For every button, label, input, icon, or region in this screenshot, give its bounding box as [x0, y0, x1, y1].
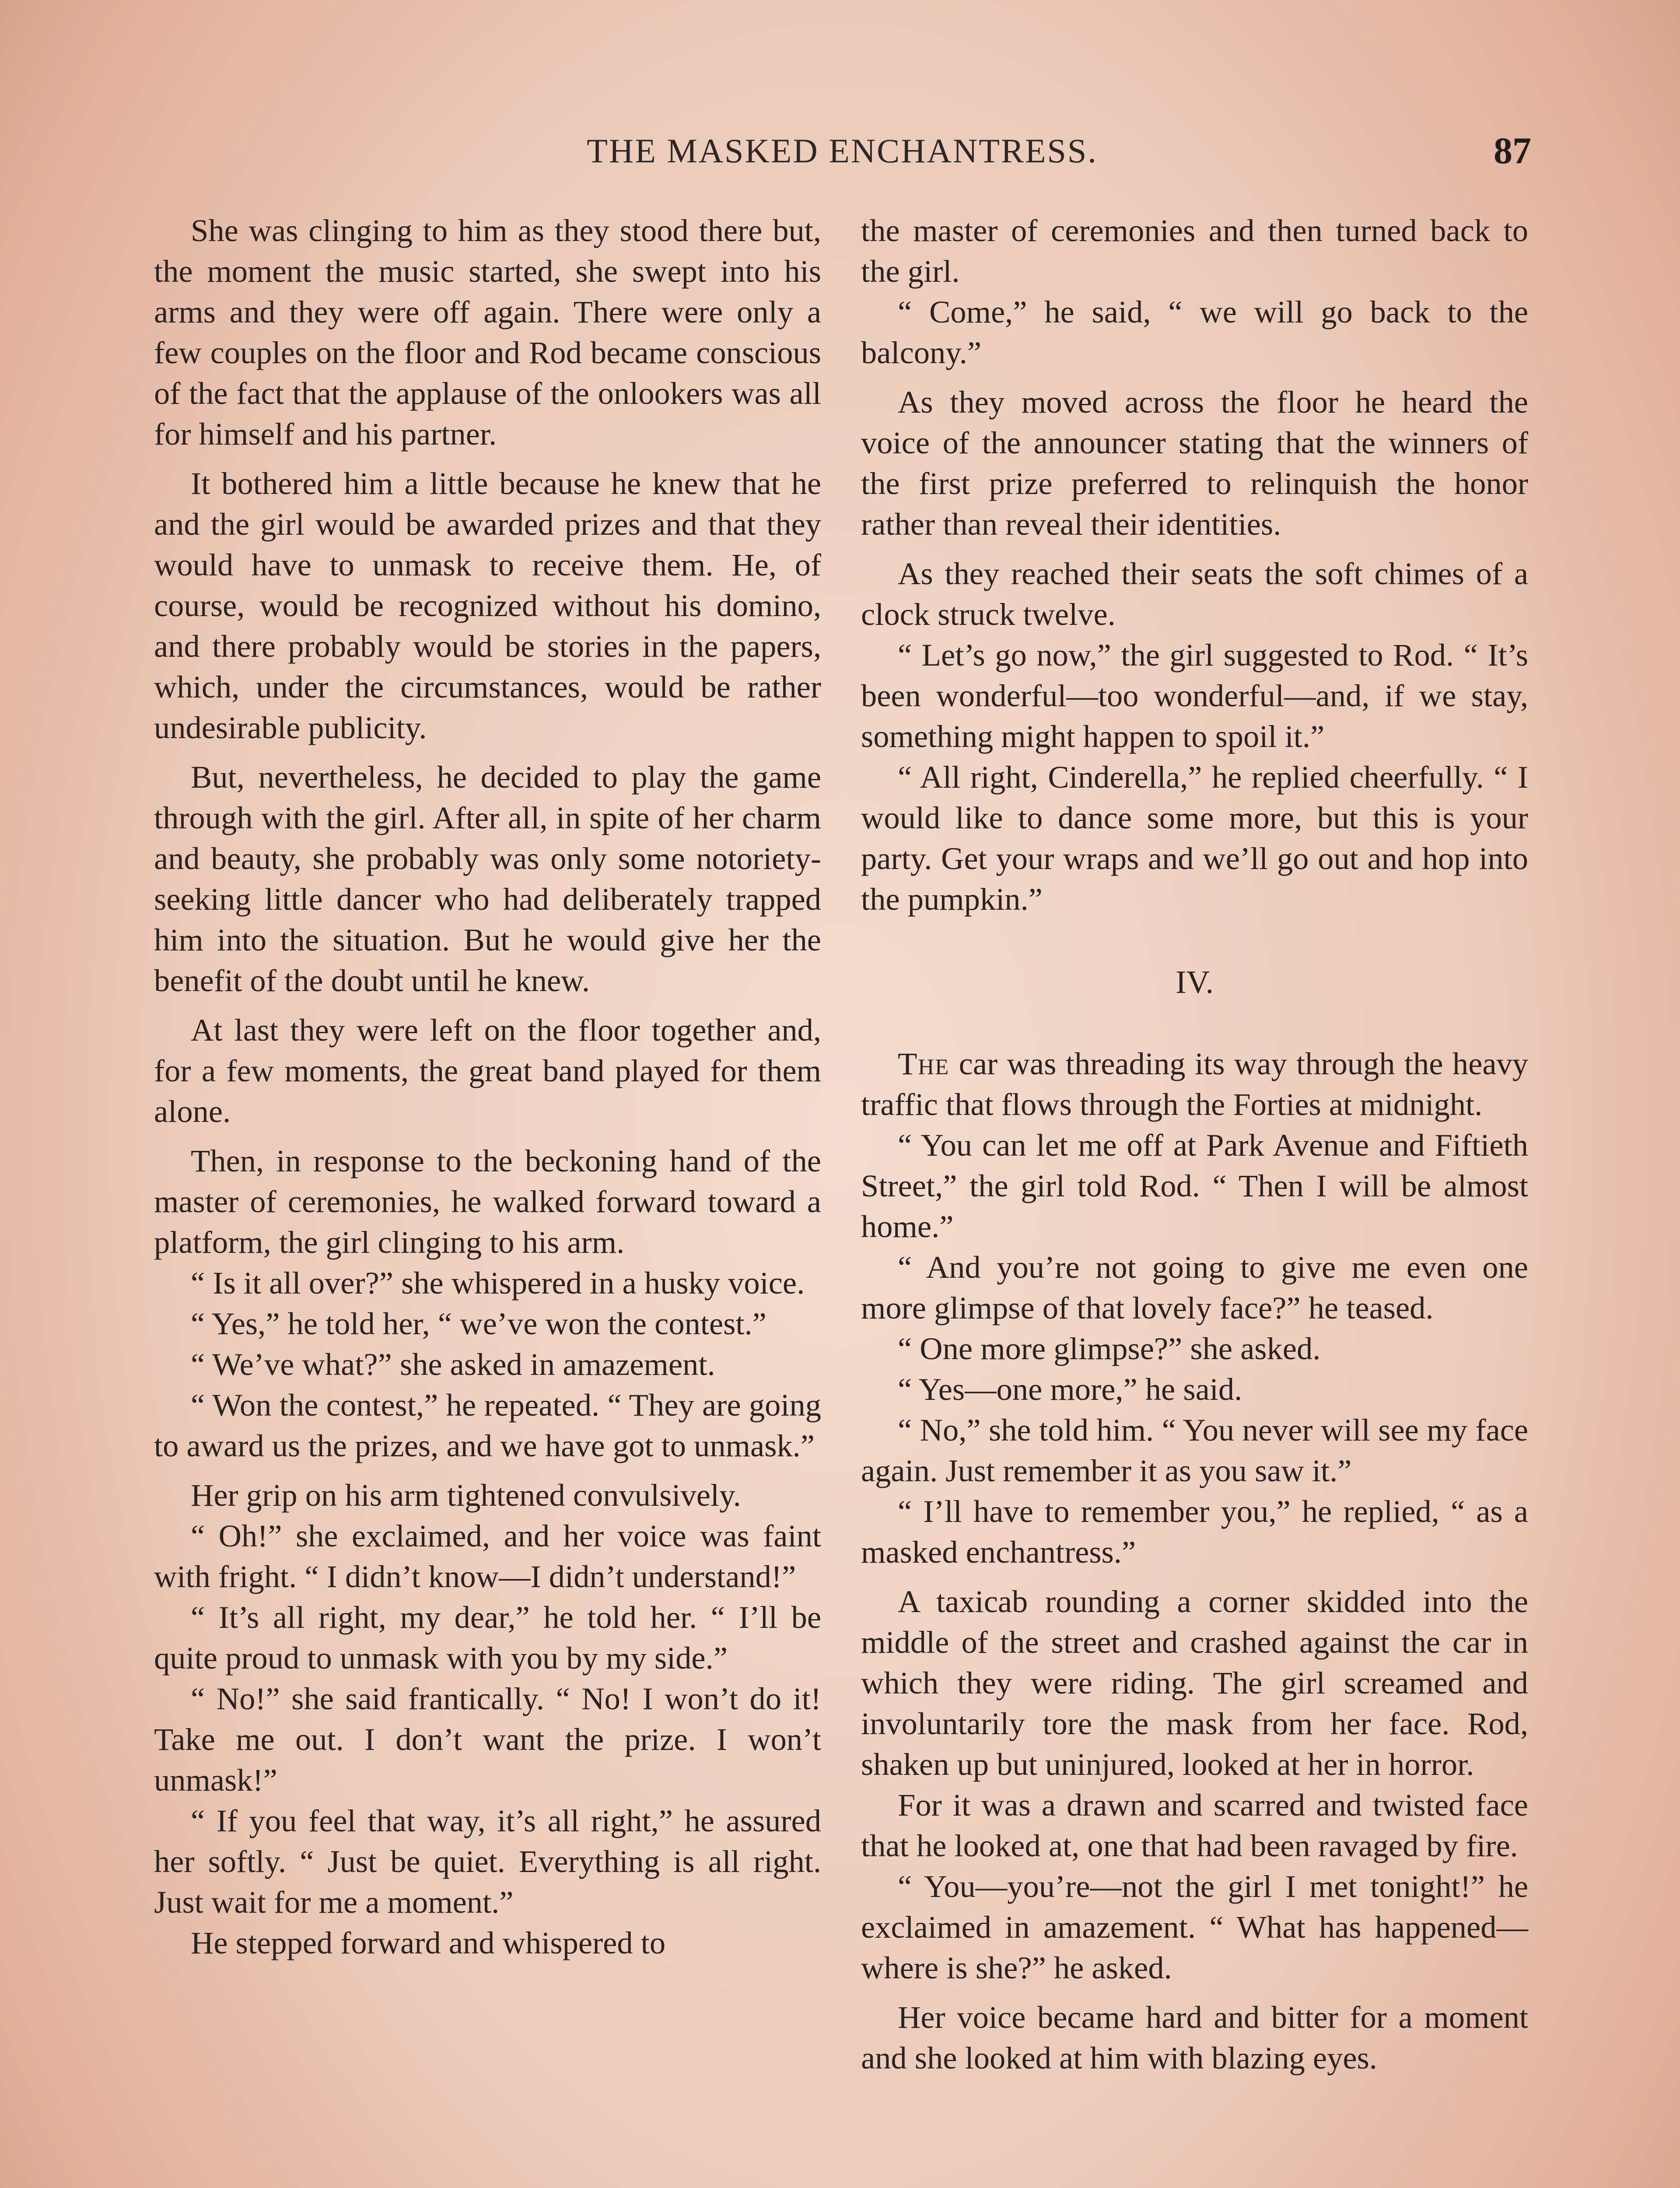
paragraph: “ We’ve what?” she asked in amazement. [191, 1346, 715, 1382]
running-title: THE MASKED ENCHANTRESS. [587, 132, 1098, 170]
paragraph: As they moved across the floor he heard the voice of the announcer stating that the winners of the first prize preferred to relinquish the honor rather than reveal their identities. [861, 384, 1528, 542]
small-caps-opening: The [898, 1046, 950, 1081]
paragraph: “ It’s all right, my dear,” he told her. “ I’ll be quite proud to unmask with you by my side.” [154, 1599, 821, 1676]
paragraph-text: car was threading its way through the heavy traffic that flows through the Forties at midnight. [861, 1046, 1528, 1122]
paragraph: “ No,” she told him. “ You never will see my face again. Just remember it as you saw it.” [861, 1412, 1528, 1488]
paragraph: Then, in response to the beckoning hand of the master of ceremonies, he walked forward toward a platform, the girl clinging to his arm. [154, 1143, 821, 1260]
paragraph: At last they were left on the floor together and, for a few moments, the great band played for them alone. [154, 1012, 821, 1129]
paragraph: “ If you feel that way, it’s all right,” he assured her softly. “ Just be quiet. Everything is all right. Just wait for me a moment.” [154, 1803, 821, 1920]
paragraph: “ I’ll have to remember you,” he replied, “ as a masked enchantress.” [861, 1494, 1528, 1570]
paragraph: As they reached their seats the soft chimes of a clock struck twelve. [861, 556, 1528, 632]
paragraph: “ And you’re not going to give me even one more glimpse of that lovely face?” he teased. [861, 1249, 1528, 1325]
paragraph: But, nevertheless, he decided to play the game through with the girl. After all, in spite of her charm and beauty, she probably was only some notoriety-seeking little dancer who had deliberately trapped him into the situation. But he would give her the benefit of the doubt until he knew. [154, 759, 821, 998]
page-number: 87 [1494, 130, 1531, 172]
paragraph [861, 1043, 1528, 1125]
paragraph: “ Yes,” he told her, “ we’ve won the contest.” [191, 1306, 766, 1341]
paragraph: “ Is it all over?” she whispered in a husky voice. [191, 1265, 805, 1301]
paragraph: For it was a drawn and scarred and twisted face that he looked at, one that had been ravaged by fire. [861, 1787, 1528, 1863]
paragraph: “ No!” she said frantically. “ No! I won’t do it! Take me out. I don’t want the prize. I won’t unmask!” [154, 1681, 821, 1798]
paragraph: “ Won the contest,” he repeated. “ They are going to award us the prizes, and we have got to unmask.” [154, 1387, 821, 1463]
paragraph: “ All right, Cinderella,” he replied cheerfully. “ I would like to dance some more, but this is your party. Get your wraps and we’ll go out and hop into the pumpkin.” [861, 759, 1528, 917]
left-column [154, 210, 821, 1963]
section-heading: IV. [1175, 964, 1214, 1000]
paragraph: Her grip on his arm tightened convulsively. [191, 1477, 741, 1513]
paragraph: A taxicab rounding a corner skidded into the middle of the street and crashed against the car in which they were riding. The girl screamed and involuntarily tore the mask from her face. Rod, shaken up but uninjured, looked at her in horror. [861, 1584, 1528, 1782]
paragraph: Her voice became hard and bitter for a moment and she looked at him with blazing eyes. [861, 1999, 1528, 2076]
paragraph: “ You—you’re—not the girl I met tonight!” he exclaimed in amazement. “ What has happened—where is she?” he asked. [861, 1869, 1528, 1985]
paragraph: “ You can let me off at Park Avenue and Fiftieth Street,” the girl told Rod. “ Then I will be almost home.” [861, 1127, 1528, 1244]
paragraph: “ Yes—one more,” he said. [898, 1371, 1242, 1407]
paragraph: “ One more glimpse?” she asked. [898, 1331, 1321, 1366]
paragraph: “ Oh!” she exclaimed, and her voice was faint with fright. “ I didn’t know—I didn’t understand!” [154, 1518, 821, 1594]
paragraph: “ Come,” he said, “ we will go back to the balcony.” [861, 294, 1528, 370]
paragraph: the master of ceremonies and then turned back to the girl. [861, 213, 1528, 289]
paragraph: It bothered him a little because he knew that he and the girl would be awarded prizes and that they would have to unmask to receive them. He, of course, would be recognized without his domino, and there probably would be stories in the papers, which, under the circumstances, would be rather undesirable publicity. [154, 466, 821, 745]
page-header [153, 131, 1531, 179]
paragraph: “ Let’s go now,” the girl suggested to Rod. “ It’s been wonderful—too wonderful—and, if we stay, something might happen to spoil it.” [861, 637, 1528, 754]
paragraph: She was clinging to him as they stood there but, the moment the music started, she swept into his arms and they were off again. There were only a few couples on the floor and Rod became conscious of the fact that the applause of the onlookers was all for himself and his partner. [154, 213, 821, 452]
paragraph: He stepped forward and whispered to [191, 1925, 666, 1960]
right-column [861, 210, 1528, 2078]
